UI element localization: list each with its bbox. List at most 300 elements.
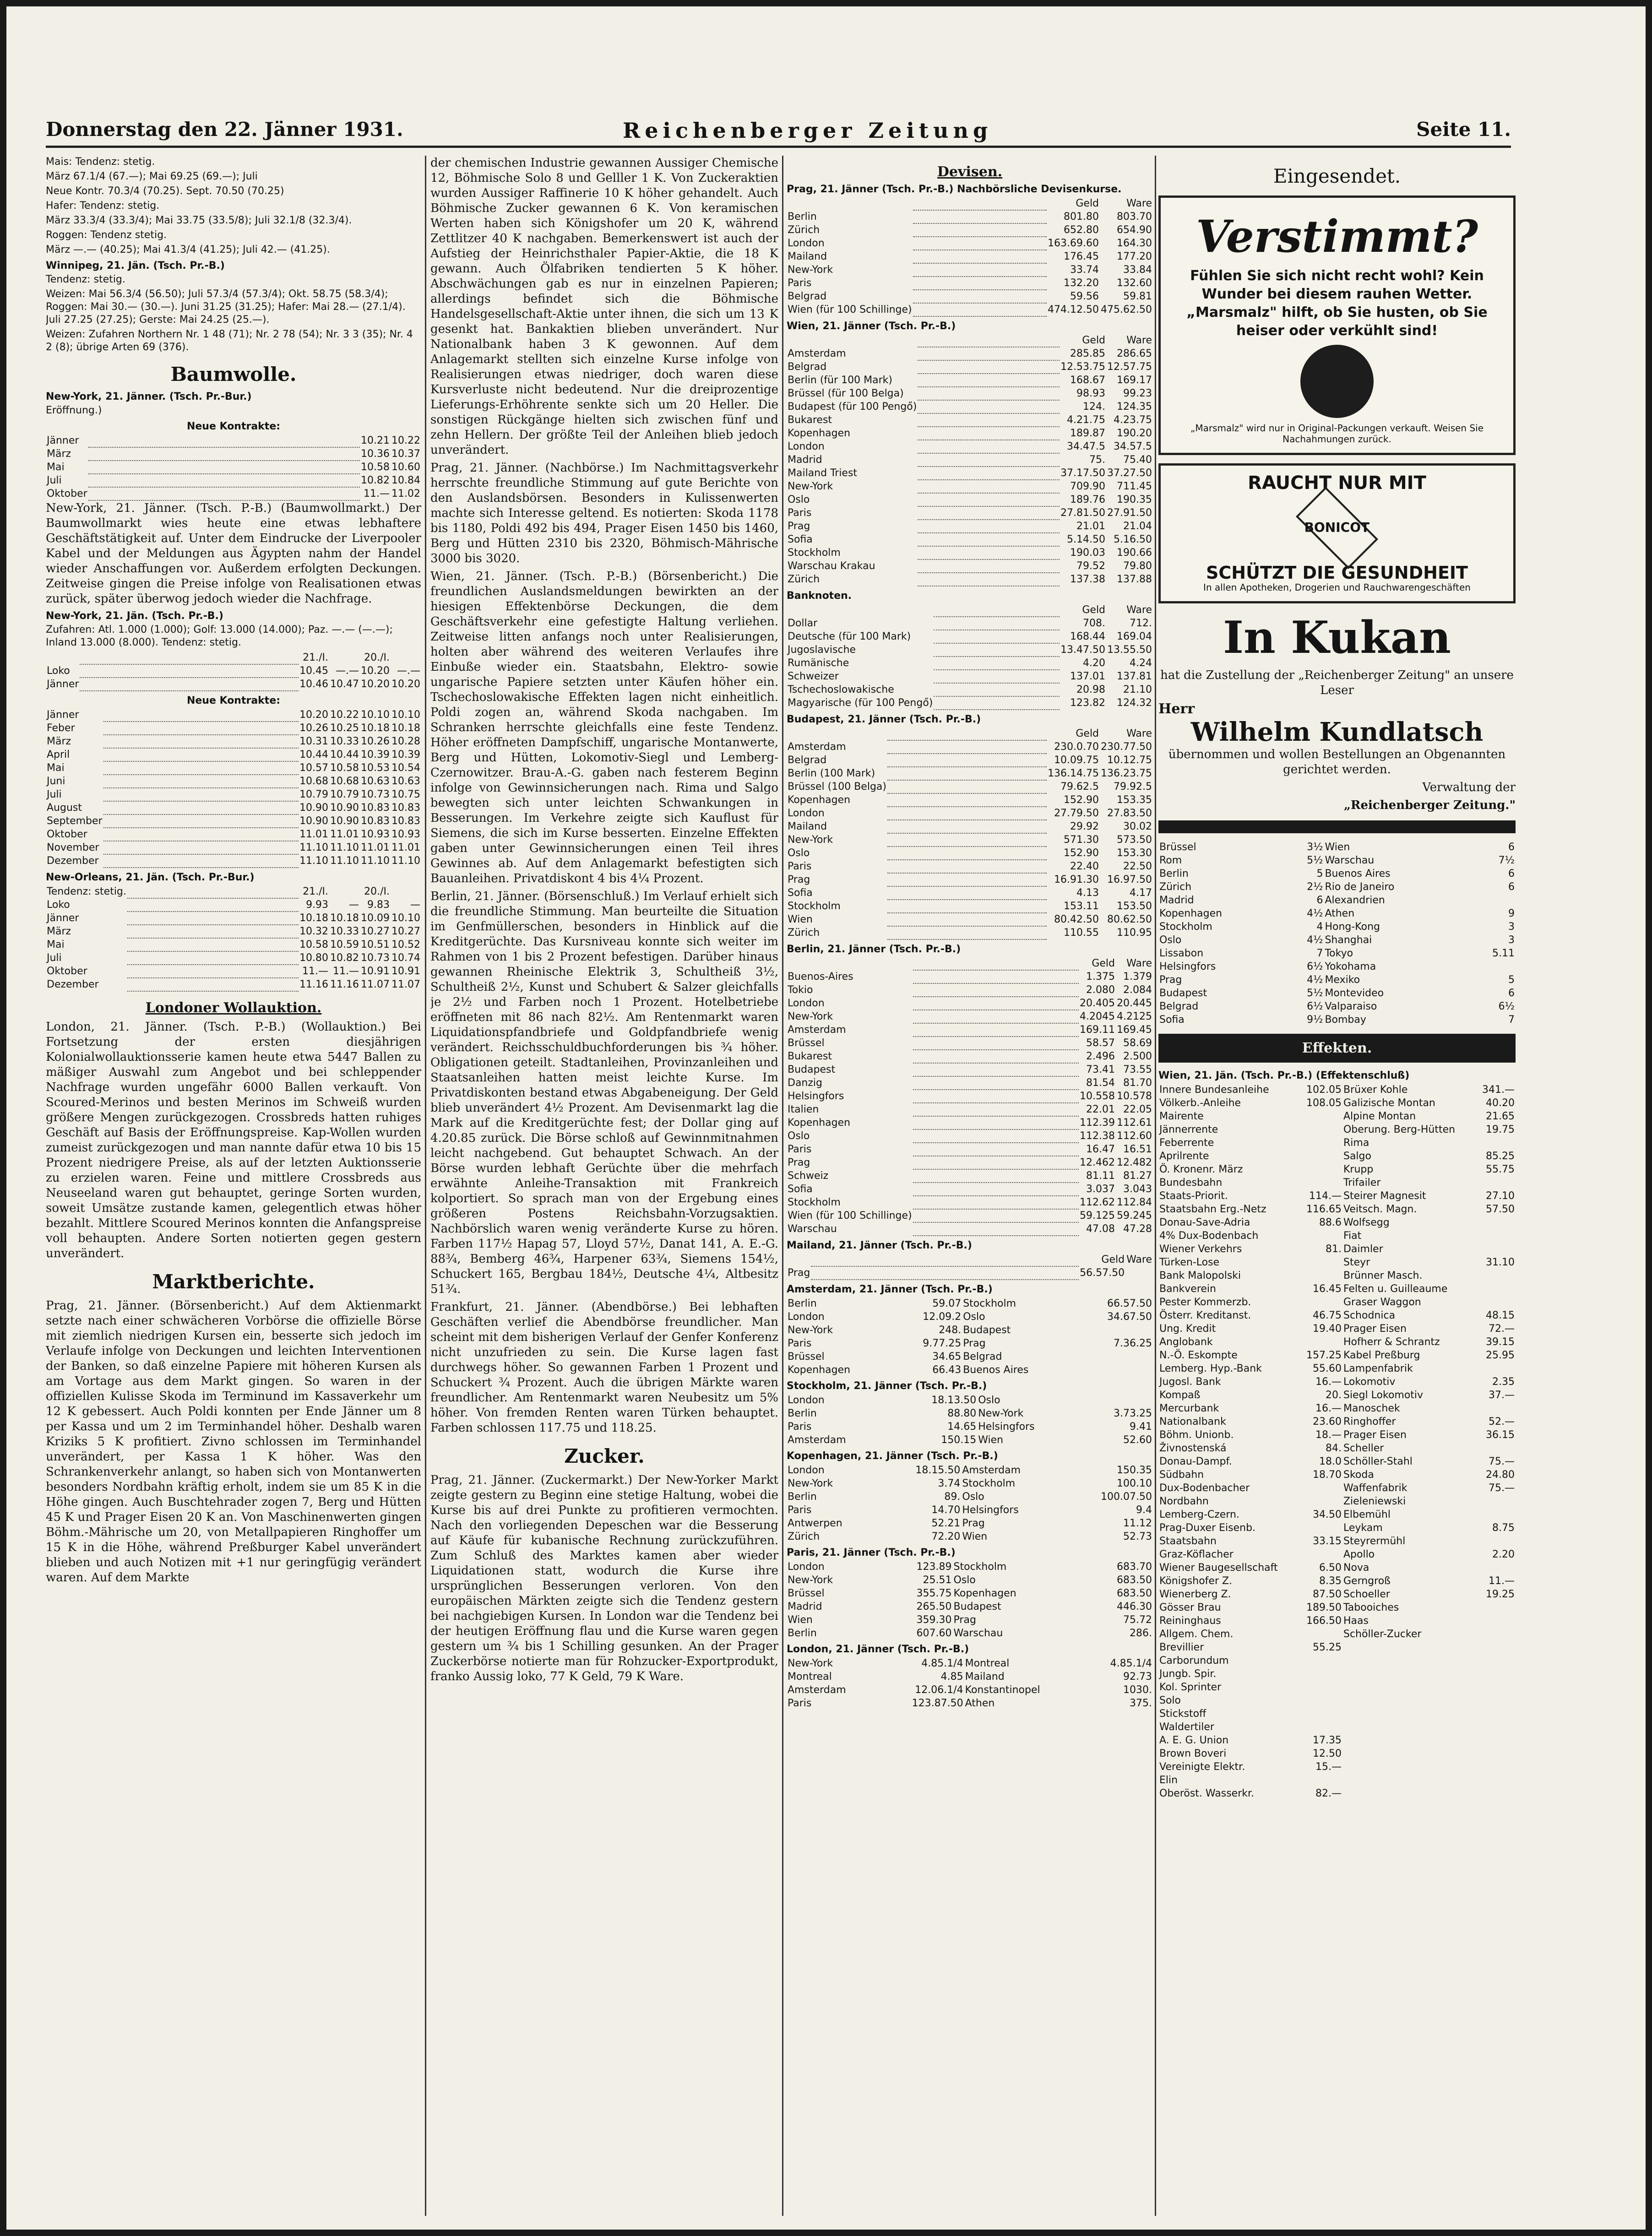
table-cell: 110.55 [1064,927,1099,939]
table-cell [918,427,1060,440]
table-cell: Wien [978,1434,1004,1446]
table-cell [918,559,1060,573]
table-row [787,1196,1153,1209]
table-cell: 7.36.25 [1114,1338,1152,1349]
table-cell: 17.35 [1313,1735,1342,1746]
table-cell [1299,1681,1342,1694]
table-cell: 10.58 [330,762,359,774]
table-row [787,873,1153,886]
table-cell [1475,1216,1516,1229]
fx-table-title: Kopenhagen, 21. Jänner (Tsch. Pr.-B.) [787,1450,998,1462]
table-cell: 153.35 [1117,794,1152,806]
table-cell: 9.4 [1136,1504,1152,1516]
table-row [1158,1774,1516,1787]
table-cell [887,873,1047,886]
table-cell: Madrid [788,1601,822,1612]
table-cell: 652.80 [1064,224,1099,236]
table-cell: 18.— [1315,1429,1342,1441]
table-cell: 10.68 [299,776,329,787]
table-row [787,670,1153,683]
kukan-name: Wilhelm Kundlatsch [1190,717,1484,747]
table-cell: New-York [788,834,833,846]
table-cell: 37.17.50 [1060,467,1106,479]
new-orleans-table [46,885,421,992]
table-cell: Oslo [1159,934,1182,946]
table-cell: 10.22 [330,709,359,721]
table-cell: 5.16.50 [1114,534,1152,545]
table-cell: 12.50 [1313,1748,1342,1759]
table-cell: Berlin [1159,868,1189,879]
table-row [1158,1561,1516,1574]
table-row [1158,1083,1516,1096]
table-row [1158,1349,1516,1362]
table-cell [127,925,299,938]
table-row [787,820,1153,833]
table-cell [103,854,299,868]
table-cell: Helsingfors [978,1421,1035,1433]
table-row [787,290,1153,303]
table-cell [913,1169,1079,1183]
table-cell: Prag [788,1267,810,1279]
table-cell: Bundesbahn [1159,1177,1223,1189]
table-cell: 5½ [1307,988,1323,999]
table-row [1158,1335,1516,1349]
table-row [787,1297,1153,1310]
table-cell [1299,1694,1342,1707]
fx-table-title: London, 21. Jänner (Tsch. Pr.-B.) [787,1644,969,1655]
table-cell: 10.58 [299,939,329,950]
devisen-tables [787,184,1153,1710]
table-cell: 152.90 [1064,794,1099,806]
table-row [1158,1628,1516,1641]
table-cell: Prag-Duxer Eisenb. [1159,1522,1256,1534]
table-cell: 11.02 [391,488,420,499]
table-cell [887,793,1047,807]
table-cell: Wien [788,914,813,925]
table-row [1158,960,1516,973]
table-cell: 22.40 [1070,861,1099,872]
table-cell: 124.32 [1117,697,1152,709]
table-cell: Paris [788,1338,812,1349]
fx-table [787,197,1153,317]
table-cell: 341.— [1482,1084,1515,1096]
table-cell: 55.60 [1313,1363,1342,1374]
table-row [1158,1362,1516,1375]
devisen-title: Devisen. [937,164,1003,180]
table-cell: 7½ [1498,855,1515,866]
table-cell: 248. [939,1324,962,1336]
column-rule [425,156,426,2216]
table-row [1158,1375,1516,1389]
table-row [1158,1681,1516,1694]
table-cell [934,696,1060,710]
table-cell: Prag [788,1157,810,1168]
table-cell: Kol. Sprinter [1159,1682,1222,1693]
table-cell: Amsterdam [788,1024,846,1036]
ny2-title: New-York, 21. Jän. (Tsch. Pr.-B.) [46,610,223,622]
table-cell: Brüssel [788,1588,825,1599]
table-cell [1125,1266,1153,1280]
table-cell: 4.85 [940,1671,963,1682]
table-cell: Tschechoslowakische [788,684,894,695]
table-cell: 9.93 [306,899,329,911]
table-cell: 803.70 [1117,211,1152,223]
table-cell: 6 [1508,988,1515,999]
table-cell [1475,1269,1516,1282]
table-cell [1475,1774,1516,1787]
table-cell: 10.90 [299,802,329,814]
table-row [787,1697,1153,1710]
table-cell: Prager Eisen [1343,1323,1407,1335]
table-cell: 11.10 [330,855,359,867]
table-cell: 189.76 [1070,494,1106,505]
table-cell: Paris [788,507,812,519]
table-cell [913,1156,1079,1169]
table-row [787,1657,1153,1670]
table-cell [934,657,1060,670]
table-cell: Montreal [965,1658,1010,1669]
table-cell: London [788,238,825,249]
table-row [46,841,421,854]
table-cell: 190.66 [1117,547,1152,559]
table-cell: 33.74 [1070,264,1099,276]
table-cell: 286.65 [1117,348,1152,359]
table-cell [934,617,1060,630]
table-cell [127,898,299,912]
table-row [46,965,421,978]
table-cell: Mailand [788,821,827,832]
table-cell [1075,1324,1153,1337]
table-cell: 29.92 [1070,821,1099,832]
table-row [1158,1601,1516,1614]
table-cell: Buenos Aires [963,1364,1029,1376]
table-cell: Zürich [788,927,820,939]
table-cell [887,780,1047,793]
table-row [787,1129,1153,1143]
table-row [46,735,421,748]
table-cell [913,957,1079,970]
table-row [46,828,421,841]
table-row [787,573,1153,586]
table-cell [918,374,1060,387]
table-cell: 708. [1083,618,1106,629]
table-cell: 10.12.75 [1107,754,1152,766]
table-cell: Wiener Verkehrs [1159,1243,1242,1255]
table-cell: 10.45 [299,665,329,677]
berlin-report: Berlin, 21. Jänner. (Börsenschluß.) Im Verlauf erhielt sich die freundliche Stimmung. Man beurteilte die Situation im Genfmüllerschen, besonders in Hinblick auf die Kreditgerüchte. Das Kursniveau konnte sich weiter im Rahmen von 1 bis 2 Prozent befestigen. Darüber hinaus gewannen Rheinische Elektrik 3, Schultheiß 3½, Schultheiß 2½, Kunst und Schubert & Salzer gleichfalls je 2½ und Farben noch 1 Prozent. Hotelbetriebe eröffneten mit 86 nach 82½. Am Rentenmarkt waren Liquidationspfandbriefe und Goldpfandbriefe wenig verändert. Reichsschuldbuchforderungen bis ¾ höher. Obligationen geteilt. Stadtanleihen, Provinzanleihen und Staatsanleihen hatten meist leichte Kurse. Im Privatdiskonten bestand etwas Abgabeneigung. Der Geld blieb unverändert 4½ Prozent. Am Devisenmarkt lag die Mark auf die Kreditgerüchte fest; der Dollar ging auf 4.20.85 zurück. Die Börse schloß auf Gewinnmitnahmen leicht nachgebend. Gut behauptet Schwach. An der Börse wurden lebhaft Gerüchte über die mehrfach erwähnte Anleihe-Transaktion mit Frankreich kolportiert. So sprach man von der Ergebung eines größeren Postens Reichsbahn-Vorzugsaktien. Nachbörslich waren wenig veränderte Kurse zu hören. Farben 117½ Hapag 57, Lloyd 57½, Danat 141, A. E.-G. 88¾, Bemberg 46¾, Harpener 63¾, Siemens 154½, Schuckert 165, Bergbau 184½, Deutsche 4¼, Altbesitz 51¾. [430,890,778,1296]
table-cell: 169.17 [1117,374,1152,386]
table-row [787,1627,1153,1640]
table-cell [1299,1176,1342,1189]
table-cell: 163.69.60 [1048,238,1099,249]
table-cell: 21./I. [303,652,329,663]
table-cell [1475,1614,1516,1628]
table-cell: Kopenhagen [788,428,851,439]
table-cell [918,506,1060,520]
table-cell [918,480,1060,493]
newspaper-title: Reichenberger Zeitung [623,118,993,143]
table-cell: 6½ [1307,961,1323,972]
report-line: März 67.1/4 (67.—); Mai 69.25 (69.—); Juli [46,171,258,182]
table-cell [1342,1667,1475,1681]
table-row [787,520,1153,533]
table-cell: 3.043 [1123,1183,1152,1195]
table-cell: Wien [962,1531,988,1542]
table-cell: Buenos Aires [1325,868,1391,879]
table-row [787,440,1153,453]
table-row [787,1503,1153,1517]
table-row [787,683,1153,696]
report-line: Hafer: Tendenz: stetig. [46,200,160,212]
table-row [1158,1787,1516,1800]
table-cell: Budapest (für 100 Pengő) [788,401,917,412]
table-row [1158,1614,1516,1628]
table-cell: 474.12.50 [1048,304,1099,315]
table-cell: Ö. Kronenr. März [1159,1164,1243,1175]
table-cell: April [47,749,70,760]
table-cell: 3 [1508,921,1515,933]
table-cell: 6 [1508,881,1515,893]
table-cell: 286. [1130,1628,1152,1639]
table-row [1158,1415,1516,1428]
table-cell: 75. [1089,454,1106,466]
table-row [787,900,1153,913]
table-row [1158,1654,1516,1667]
table-cell: Haas [1343,1615,1369,1627]
table-cell: London [788,998,825,1009]
table-cell: Lampenfabrik [1343,1363,1413,1374]
table-cell: Brünner Masch. [1343,1270,1423,1281]
column-rule [1155,156,1156,2216]
table-cell: Belgrad [788,754,827,766]
table-row [787,400,1153,413]
table-cell: Staats-Priorit. [1159,1190,1228,1202]
table-cell: 10.73 [361,789,390,800]
table-row [787,263,1153,277]
table-cell: 10.46 [299,678,329,690]
table-cell: Donau-Dampf. [1159,1456,1232,1467]
table-cell [1342,1760,1475,1774]
table-cell [1475,1442,1516,1455]
table-cell [127,965,299,978]
effekten-head: Wien, 21. Jän. (Tsch. Pr.-B.) (Effektenschluß) [1158,1070,1410,1081]
table-cell: Paris [788,1421,812,1433]
table-row [787,1050,1153,1063]
table-cell: 59.56 [1070,291,1099,302]
report-line: Weizen: Mai 56.3/4 (56.50); Juli 57.3/4 (57.3/4); Okt. 58.75 (58.3/4); Roggen: Mai 30.— (30.—). Juni 31.25 (31.25); Hafer: Mai 28.— (27.1/4). Juli 27.25 (27.25); Gerste: Mai 24.25 (25.—). [46,288,406,326]
table-cell: New-York [788,1478,833,1489]
table-cell: 112.62 [1080,1197,1115,1208]
table-row [1158,1548,1516,1561]
table-cell: 10.83 [391,815,420,827]
fx-table [787,1657,1153,1710]
table-cell: Lokomotiv [1343,1376,1396,1388]
table-cell: Pester Kommerzb. [1159,1297,1251,1308]
table-cell: 11.01 [299,829,329,840]
table-cell: 1030. [1123,1684,1152,1696]
table-cell [1299,1123,1342,1136]
table-cell [1342,1641,1475,1654]
table-cell: 6 [1508,868,1515,879]
table-cell: Lissabon [1159,948,1204,959]
table-cell: Brüxer Kohle [1343,1084,1408,1096]
table-cell [88,461,360,474]
table-cell: Völkerb.-Anleihe [1159,1097,1241,1109]
table-cell: 14.65 [947,1421,977,1433]
table-cell [1475,1734,1516,1747]
table-cell: Südbahn [1159,1469,1204,1481]
table-row [1158,1667,1516,1681]
table-cell [1475,1601,1516,1614]
table-cell: Wien (für 100 Schillinge) [788,304,912,315]
table-row [1158,1495,1516,1508]
frankfurt-report: Frankfurt, 21. Jänner. (Abendbörse.) Bei lebhaften Geschäften verlief die Abendbörse freundlicher. Man scheint mit dem bisherigen Verlauf der Genfer Konferenz nicht unzufrieden zu sein. Die Kurse lagen fast durchwegs höher. So gewannen Farben 1 Prozent und Schuckert ¾ Prozent. Auch die übrigen Märkte waren freundlicher. Am Rentenmarkt waren Neubesitz um 5% höher. Von fremden Renten waren Türken behauptet. Farben schlossen 117.75 und 118.25. [430,1300,778,1435]
table-cell: Prag [788,521,810,532]
table-cell: Sofia [788,534,813,545]
table-cell [887,900,1047,913]
table-cell: 59.81 [1123,291,1152,302]
table-row [787,1574,1153,1587]
table-cell: Vereinigte Elektr. [1159,1761,1245,1773]
table-cell: Bank Malopolski [1159,1270,1241,1281]
table-cell: Salgo [1343,1151,1371,1162]
table-cell: 10.33 [330,736,359,747]
table-cell: 21.04 [1123,521,1152,532]
table-cell [1467,960,1516,973]
table-cell: 12.09.2 [923,1311,962,1323]
table-cell: 19.75 [1486,1124,1515,1135]
table-cell [46,651,80,664]
table-cell: 80.62.50 [1107,914,1152,925]
table-cell [887,886,1047,900]
table-cell [103,841,299,854]
table-cell: Helsingfors [788,1091,844,1102]
table-header [46,651,421,664]
table-cell: Solo [1159,1695,1181,1706]
table-cell: Kopenhagen [788,1117,851,1129]
table-cell: 132.20 [1064,277,1099,289]
table-cell [887,807,1047,820]
table-cell: 137.01 [1070,671,1106,682]
table-cell: Stockholm [963,1298,1016,1309]
table-cell: Wiener Baugesellschaft [1159,1562,1278,1574]
table-cell: 98.93 [1076,388,1106,399]
fx-table-title: Prag, 21. Jänner (Tsch. Pr.-B.) Nachbörsliche Devisenkurse. [787,184,1122,195]
effekten-table [1158,1083,1516,1800]
table-row [787,1103,1153,1116]
table-row [787,1407,1153,1420]
table-cell: 81.27 [1123,1170,1152,1182]
table-cell [1475,1694,1516,1707]
table-cell: Helsingfors [962,1504,1019,1516]
table-cell [918,493,1060,506]
table-cell: 164.30 [1117,238,1152,249]
table-cell: New-York [788,1324,833,1336]
table-cell: New-York [788,264,833,276]
table-row [787,387,1153,400]
table-cell [913,1103,1079,1116]
table-cell: 4.13 [1076,887,1099,899]
table-cell: Berlin (für 100 Mark) [788,374,892,386]
table-cell [787,957,913,970]
table-cell [934,683,1060,696]
kukan-herr: Herr [1158,701,1195,717]
table-cell: 22.50 [1123,861,1152,872]
table-cell: Berlin (100 Mark) [788,768,875,779]
table-cell [1475,1707,1516,1720]
table-cell: 99.23 [1123,388,1152,399]
table-cell: Warschau [788,1223,837,1235]
table-cell: Oslo [963,1311,985,1323]
table-cell: 92.73 [1123,1671,1152,1682]
table-cell: Feberrente [1159,1137,1214,1149]
table-cell: 10.57 [299,762,329,774]
marsmalz-figure-icon [1300,345,1374,418]
table-cell [127,938,299,951]
table-cell: Berlin [788,211,817,223]
table-cell [918,533,1060,546]
table-cell: Carborundum [1159,1655,1229,1666]
table-cell [934,603,1060,617]
report-line: Weizen: Zufahren Northern Nr. 1 48 (71); Nr. 2 78 (54); Nr. 3 3 (35); Nr. 4 2 (8); übrige Arten 69 (376). [46,329,413,353]
table-cell: 14.70 [931,1504,961,1516]
table-cell: Berlin [788,1628,817,1639]
table-cell: Elin [1159,1775,1178,1786]
table-row [787,210,1153,223]
table-cell [787,1253,811,1266]
table-cell: 475.62.50 [1101,304,1152,315]
table-cell [913,250,1047,263]
table-row [787,767,1153,780]
bonicot-logo-icon: BONICOT [1296,487,1378,569]
table-cell [918,347,1060,360]
table-cell: Helsingfors [1159,961,1216,972]
table-cell [1342,1747,1475,1760]
ny2-kontrakte-title: Neue Kontrakte: [186,695,281,706]
table-row [1158,1096,1516,1110]
table-cell: 11.10 [299,855,329,867]
table-row [787,1116,1153,1129]
table-cell [887,740,1047,754]
table-cell: Dezember [47,855,99,867]
table-row [787,493,1153,506]
table-row [46,898,421,912]
table-row [1158,1707,1516,1720]
ad-top: RAUCHT NUR MIT [1248,472,1426,494]
table-cell: Juli [47,475,62,486]
table-cell [391,651,421,664]
table-cell: 112.84 [1117,1197,1152,1208]
table-cell: Geld [1082,335,1106,346]
table-cell: 190.03 [1070,547,1106,559]
table-cell: 11.10 [361,855,390,867]
table-cell [1299,1482,1342,1495]
table-row [1158,1402,1516,1415]
table-cell: 10.39 [391,749,420,760]
table-cell [1342,1734,1475,1747]
table-cell: Gösser Brau [1159,1602,1221,1613]
table-cell: 153.11 [1064,901,1099,912]
table-cell: Waldertiler [1159,1721,1214,1733]
table-cell: 73.55 [1123,1064,1152,1075]
table-cell: 11.— [364,488,390,499]
table-cell: 112.39 [1080,1117,1115,1129]
fx-table [787,1297,1153,1377]
fx-table-title: Amsterdam, 21. Jänner (Tsch. Pr.-B.) [787,1284,993,1295]
table-cell [913,1222,1079,1236]
table-cell: 6 [1316,895,1323,906]
table-row [1158,1588,1516,1601]
